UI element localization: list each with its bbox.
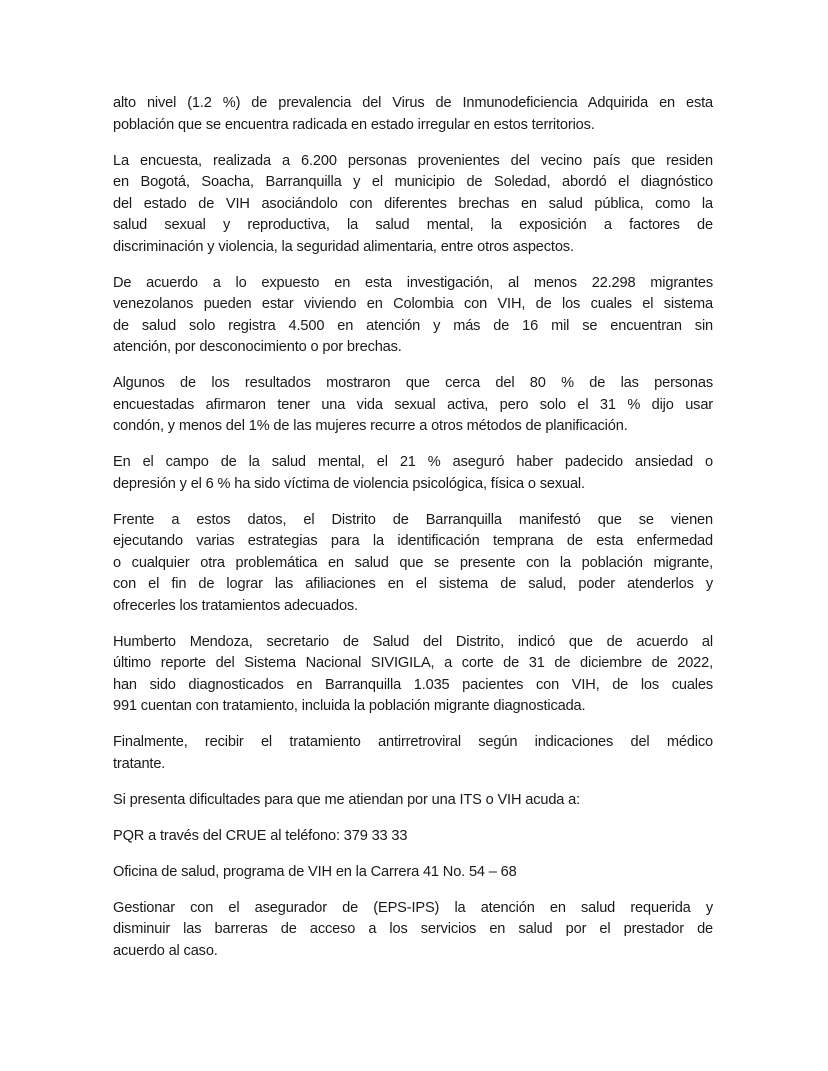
text-line: 991 cuentan con tratamiento, incluida la población migrante diagnosticada.: [113, 698, 586, 714]
text-line: población que se encuentra radicada en estado irregular en estos territorios.: [113, 116, 595, 133]
paragraph: [113, 732, 713, 775]
text-line: Gestionar con el asegurador de (EPS-IPS) la atención en salud requerida y: [113, 899, 713, 916]
text-line: disminuir las barreras de acceso a los servicios en salud por el prestador de: [113, 921, 713, 937]
text-line: ejecutando varias estrategias para la identificación temprana de esta enfermedad: [113, 533, 713, 549]
text-line: del estado de VIH asociándolo con diferentes brechas en salud pública, como la: [113, 195, 713, 212]
text-line: De acuerdo a lo expuesto en esta investigación, al menos 22.298 migrantes: [113, 274, 713, 291]
paragraph: [113, 898, 713, 963]
text-line: Humberto Mendoza, secretario de Salud del Distrito, indicó que de acuerdo al: [113, 633, 713, 650]
text-line: ofrecerles los tratamientos adecuados.: [113, 597, 358, 614]
text-line: depresión y el 6 % ha sido víctima de violencia psicológica, física o sexual.: [113, 475, 585, 492]
text-line: Algunos de los resultados mostraron que cerca del 80 % de las personas: [113, 375, 713, 391]
text-line: o cualquier otra problemática en salud que se presente con la población migrante,: [113, 554, 713, 571]
text-line: alto nivel (1.2 %) de prevalencia del Virus de Inmunodeficiencia Adquirida en esta: [113, 95, 713, 111]
paragraph: [113, 826, 713, 848]
text-line: de salud solo registra 4.500 en atención y más de 16 mil se encuentran sin: [113, 317, 713, 334]
text-line: encuestadas afirmaron tener una vida sexual activa, pero solo el 31 % dijo usar: [113, 396, 713, 413]
text-line: condón, y menos del 1% de las mujeres recurre a otros métodos de planificación.: [113, 418, 628, 434]
text-line: atención, por desconocimiento o por brechas.: [113, 339, 402, 355]
paragraph: [113, 373, 713, 438]
text-line: La encuesta, realizada a 6.200 personas provenientes del vecino país que residen: [113, 152, 713, 169]
text-line: discriminación y violencia, la seguridad alimentaria, entre otros aspectos.: [113, 238, 574, 255]
text-line: Finalmente, recibir el tratamiento antirretroviral según indicaciones del médico: [113, 734, 713, 750]
text-line: acuerdo al caso.: [113, 942, 218, 959]
text-line: en Bogotá, Soacha, Barranquilla y el municipio de Soledad, abordó el diagnóstico: [113, 174, 713, 190]
text-line: último reporte del Sistema Nacional SIVIGILA, a corte de 31 de diciembre de 2022,: [113, 655, 713, 671]
text-line: tratante.: [113, 755, 166, 772]
text-line: con el fin de lograr las afiliaciones en el sistema de salud, poder atenderlos y: [113, 576, 713, 592]
document-page: [113, 93, 713, 977]
text-line: PQR a través del CRUE al teléfono: 379 33 33: [113, 827, 408, 844]
paragraph: [113, 632, 713, 718]
paragraph: [113, 93, 713, 136]
text-line: Oficina de salud, programa de VIH en la Carrera 41 No. 54 – 68: [113, 863, 517, 880]
text-line: han sido diagnosticados en Barranquilla 1.035 pacientes con VIH, de los cuales: [113, 676, 713, 693]
text-line: En el campo de la salud mental, el 21 % aseguró haber padecido ansiedad o: [113, 454, 713, 470]
paragraph: [113, 790, 713, 812]
text-line: Frente a estos datos, el Distrito de Barranquilla manifestó que se vienen: [113, 511, 713, 528]
text-line: Si presenta dificultades para que me atiendan por una ITS o VIH acuda a:: [113, 791, 581, 808]
text-line: salud sexual y reproductiva, la salud mental, la exposición a factores de: [113, 217, 713, 233]
paragraph: [113, 862, 713, 884]
paragraph: [113, 151, 713, 259]
paragraph: [113, 273, 713, 359]
paragraph: [113, 452, 713, 495]
paragraph: [113, 510, 713, 618]
text-line: venezolanos pueden estar viviendo en Colombia con VIH, de los cuales el sistema: [113, 296, 713, 312]
